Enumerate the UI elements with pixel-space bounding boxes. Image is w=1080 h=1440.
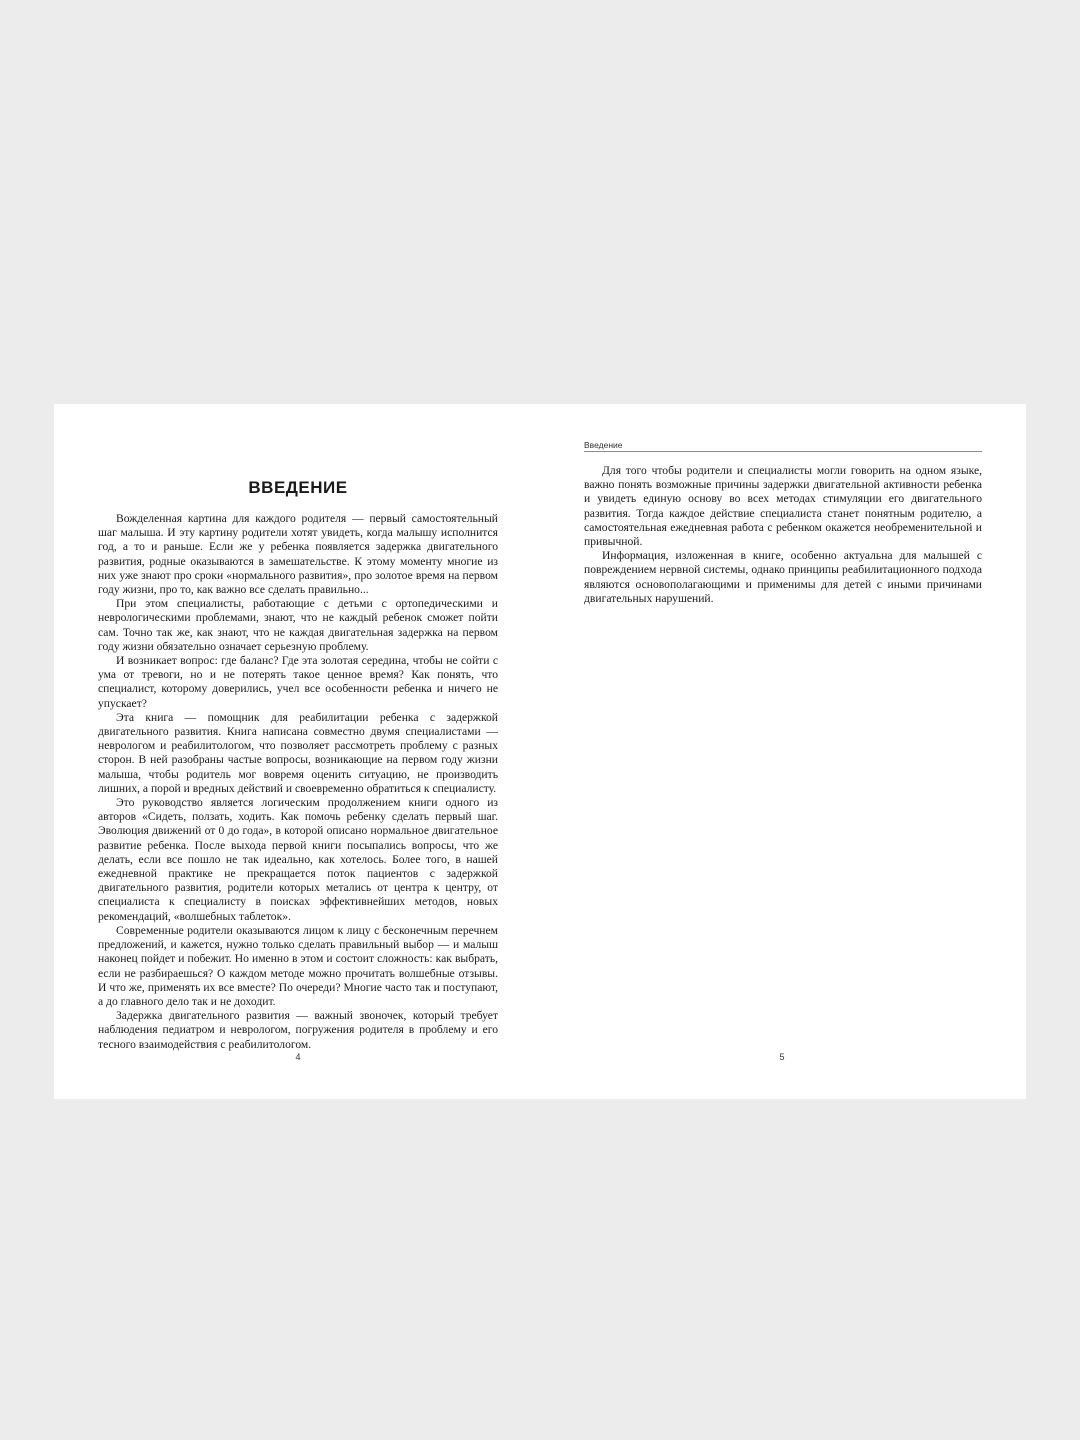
chapter-title: ВВЕДЕНИЕ [248,478,348,497]
paragraph: Задержка двигательного развития — важный звоночек, который требует наблюдения педиатром и неврологом, погружения родителя в проблему и его тесного взаимодействия с реабилитологом. [98,1009,498,1051]
paragraph: Эта книга — помощник для реабилитации ребенка с задержкой двигательного развития. Книга написана совместно двумя специалистами — неврологом и реабилитологом, что позволяет рассмотреть проблему с разных сторон. В ней разобраны частые вопросы, возникающие на первом году жизни малыша, чтобы родитель мог вовремя оценить ситуацию, не производить лишних, а порой и вредных действий и своевременно обратиться к специалисту. [98,710,498,795]
left-page-body [98,512,498,1052]
right-page [584,404,982,1099]
paragraph: Это руководство является логическим продолжением книги одного из авторов «Сидеть, ползать, ходить. Как помочь ребенку сделать первый шаг. Эволюция движений от 0 до года», в которой описано нормальное двигательное развитие ребенка. После выхода первой книги посыпались вопросы, что же делать, если все пошло не так идеально, как хотелось. Более того, в нашей ежедневной практике не прекращается поток пациентов с задержкой двигательного развития, родители которых метались от центра к центру, от специалиста к специалисту в поисках эффективнейших методов, новых рекомендаций, «волшебных таблеток». [98,796,498,923]
running-head-text: Введение [584,440,623,450]
paragraph: Вожделенная картина для каждого родителя — первый самостоятельный шаг малыша. И эту картину родители хотят увидеть, когда малышу исполнится год, а то и раньше. Если же у ребенка появляется задержка двигательного развития, родные оказываются в замешательстве. К этому моменту многие из них уже знают про сроки «нормального развития», про золотое время на первом году жизни, про то, как важно все сделать правильно... [98,512,498,597]
page-number: 4 [295,1052,301,1062]
paragraph: Информация, изложенная в книге, особенно актуальна для малышей с повреждением нервной системы, однако принципы реабилитационного подхода являются основополагающими и применимы для детей с иными причинами двигательных нарушений. [584,549,982,605]
paragraph: Современные родители оказываются лицом к лицу с бесконечным перечнем предложений, и кажется, нужно только сделать правильный выбор — и малыш наконец пойдет и побежит. Но именно в этом и состоит сложность: как выбрать, если не разбираешься? О каждом методе можно прочитать волшебные отзывы. И что же, применять их все вместе? По очереди? Многие часто так и поступают, а до главного дело так и не доходит. [98,923,498,1008]
paragraph: Для того чтобы родители и специалисты могли говорить на одном языке, важно понять возможные причины задержки двигательной активности ребенка и увидеть единую основу во всех методах стимуляции его двигательного развития. Тогда каждое действие специалиста станет понятным родителю, а самостоятельная ежедневная работа с ребенком окажется необременительной и привычной. [584,464,982,549]
left-page [98,404,498,1099]
book-spread [54,404,1026,1099]
paragraph: При этом специалисты, работающие с детьми с ортопедическими и неврологическими проблемами, знают, что не каждый ребенок сможет пойти сам. Точно так же, как знают, что не каждая двигательная задержка на первом году жизни обязательно означает серьезную проблему. [98,597,498,653]
paragraph: И возникает вопрос: где баланс? Где эта золотая середина, чтобы не сойти с ума от тревоги, но и не потерять такое ценное время? Как понять, что специалист, которому доверились, учел все особенности ребенка и ничего не упускает? [98,654,498,710]
right-page-body [584,464,982,606]
page-number: 5 [779,1052,785,1062]
running-head [584,440,982,452]
